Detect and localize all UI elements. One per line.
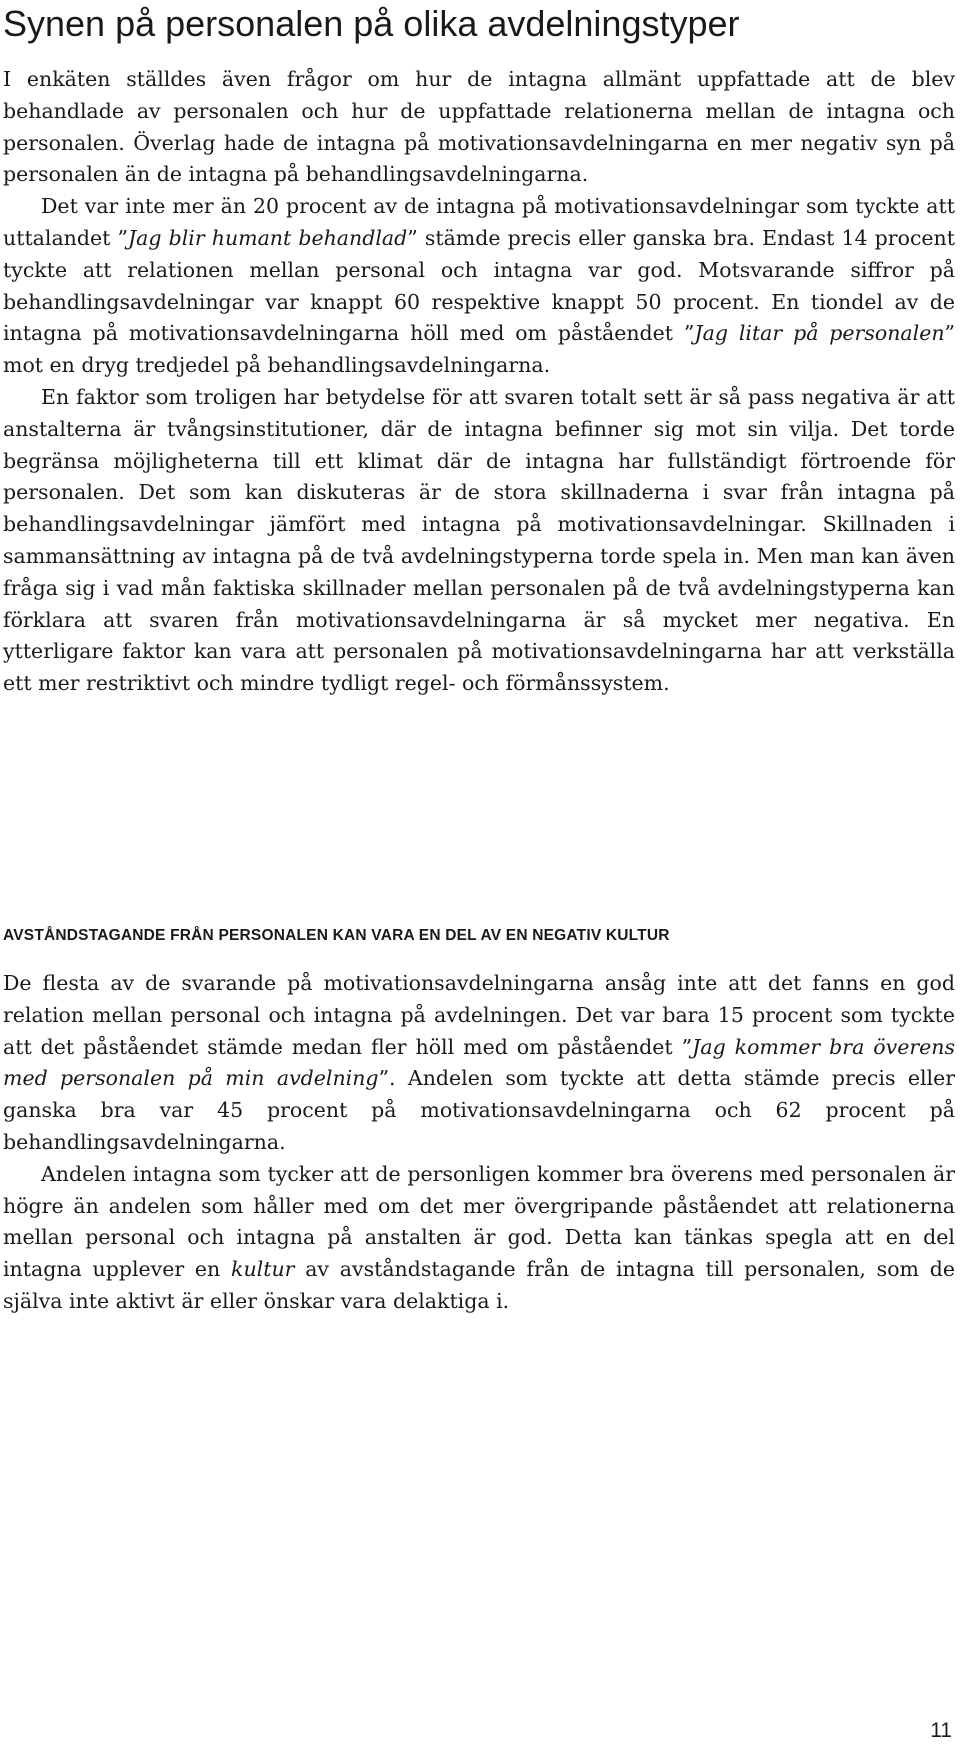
quoted-statement: Jag kommer bra överens med personalen på min avdelning	[3, 1034, 955, 1091]
paragraph-text: ” stämde precis eller ganska bra. Endast 14 procent tyckte att relationen mellan personal och intagna var god. Motsvarande siffror på behandlingsavdelningar var knappt 60 respektive knappt 50 procent. En tiondel av de intagna på motivationsavdelningarna höll med om påståendet ”	[3, 225, 955, 346]
paragraph-statistics	[3, 191, 955, 382]
section-body-1	[3, 64, 955, 700]
paragraph-text: ”. Andelen som tyckte att detta stämde precis eller ganska bra var 45 procent på motivationsavdelningarna och 62 procent på behandlingsavdelningarna.	[3, 1066, 955, 1154]
paragraph-intro: I enkäten ställdes även frågor om hur de intagna allmänt uppfattade att de blev behandlade av personalen och hur de uppfattade relationerna mellan de intagna och personalen. Överlag hade de intagna på motivationsavdelningarna en mer negativ syn på personalen än de intagna på behandlingsavdelningarna.	[3, 67, 955, 187]
paragraph-text: av avståndstagande från de intagna till personalen, som de själva inte aktivt är eller önskar vara delaktiga i.	[3, 1257, 955, 1313]
section-body-2	[3, 968, 955, 1318]
quoted-statement: Jag blir humant behandlad	[127, 225, 408, 250]
paragraph-text: ” mot en dryg tredjedel på behandlingsavdelningarna.	[3, 321, 956, 378]
paragraph-text: Det var inte mer än 20 procent av de intagna på motivationsavdelningar som tyckte att uttalandet ”	[3, 194, 955, 250]
quoted-statement: Jag litar på personalen	[694, 321, 945, 346]
paragraph-text: Andelen intagna som tycker att de personligen kommer bra överens med personalen är högre än andelen som håller med om det mer övergripande påståendet att relationerna mellan personal och intagna på anstalten är god. Detta kan tänkas spegla att en del intagna upplever en	[3, 1161, 955, 1282]
paragraph-text: De flesta av de svarande på motivationsavdelningarna ansåg inte att det fanns en god relation mellan personal och intagna på avdelningen. Det var bara 15 procent som tyckte att det påståendet stämde medan fler höll med om påståendet ”	[3, 971, 955, 1059]
emphasized-word: kultur	[231, 1257, 295, 1282]
section-subheading: AVSTÅNDSTAGANDE FRÅN PERSONALEN KAN VARA EN DEL AV EN NEGATIV KULTUR	[3, 927, 670, 944]
paragraph-culture	[3, 1159, 955, 1318]
page-title: Synen på personalen på olika avdelningstyper	[3, 3, 740, 44]
paragraph-relations	[3, 968, 955, 1159]
paragraph-discussion: En faktor som troligen har betydelse för att svaren totalt sett är så pass negativa är att anstalterna är tvångsinstitutioner, där de intagna befinner sig mot sin vilja. Det torde begränsa möjligheterna till ett klimat där de intagna har fullständigt förtroende för personalen. Det som kan diskuteras är de stora skillnaderna i svar från intagna på behandlingsavdelningar jämfört med intagna på motivationsavdelningar. Skillnaden i sammansättning av intagna på de två avdelningstyperna torde spela in. Men man kan även fråga sig i vad mån faktiska skillnader mellan personalen på de två avdelningstyperna kan förklara att svaren från motivationsavdelningarna är så mycket mer negativa. En ytterligare faktor kan vara att personalen på motivationsavdelningarna har att verkställa ett mer restriktivt och mindre tydligt regel- och förmånssystem.	[3, 384, 955, 696]
page-number: 11	[930, 1719, 952, 1742]
